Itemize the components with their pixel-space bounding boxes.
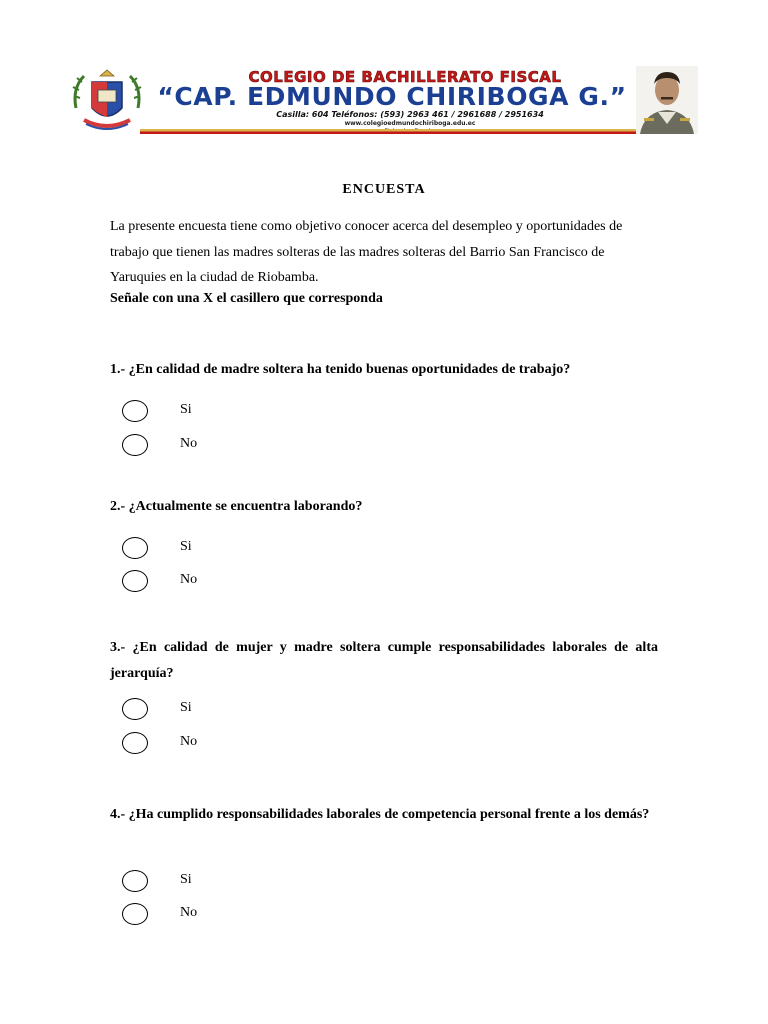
question-1-option-si[interactable] xyxy=(122,400,322,426)
option-label: No xyxy=(180,572,198,587)
header-divider xyxy=(140,129,640,134)
option-label: Si xyxy=(180,872,192,887)
school-header-banner xyxy=(70,66,698,138)
question-3-option-si[interactable] xyxy=(122,698,322,724)
option-label: Si xyxy=(180,539,192,554)
school-website-label: www.colegioedmundochiriboga.edu.ec xyxy=(344,120,476,127)
radio-circle[interactable] xyxy=(122,537,148,559)
option-label: Si xyxy=(180,700,192,715)
instruction-text: Señale con una X el casillero que corresponda xyxy=(110,291,383,306)
option-label: No xyxy=(180,905,198,920)
radio-circle[interactable] xyxy=(122,732,148,754)
radio-circle[interactable] xyxy=(122,434,148,456)
question-1: 1.- ¿En calidad de madre soltera ha tenido buenas oportunidades de trabajo? xyxy=(110,362,571,377)
option-label: No xyxy=(180,436,198,451)
question-1-option-no[interactable] xyxy=(122,434,322,460)
question-3-option-no[interactable] xyxy=(122,732,322,758)
radio-circle[interactable] xyxy=(122,400,148,422)
document-title: ENCUESTA xyxy=(342,182,426,197)
question-2: 2.- ¿Actualmente se encuentra laborando? xyxy=(110,499,363,514)
school-name-label: “CAP. EDMUNDO CHIRIBOGA G.” xyxy=(157,82,627,111)
option-label: Si xyxy=(180,402,192,417)
school-contact-label: Casilla: 604 Teléfonos: (593) 2963 461 / 2961688 / 2951634 xyxy=(276,110,544,119)
question-3: 3.- ¿En calidad de mujer y madre soltera cumple responsabilidades laborales de alta jerarquía? xyxy=(110,640,658,681)
captain-portrait-image xyxy=(636,66,698,134)
option-label: No xyxy=(180,734,198,749)
radio-circle[interactable] xyxy=(122,870,148,892)
question-2-option-no[interactable] xyxy=(122,570,322,596)
intro-paragraph: La presente encuesta tiene como objetivo conocer acerca del desempleo y oportunidades de trabajo que tienen las madres solteras de las madres solteras del Barrio San Francisco de Yaruquies en la ciudad de Riobamba. xyxy=(110,219,623,285)
school-crest-logo xyxy=(70,68,144,134)
school-type-label: COLEGIO DE BACHILLERATO FISCAL xyxy=(248,68,562,86)
radio-circle[interactable] xyxy=(122,903,148,925)
question-4: 4.- ¿Ha cumplido responsabilidades laborales de competencia personal frente a los demás? xyxy=(110,807,650,822)
question-4-option-si[interactable] xyxy=(122,870,322,896)
question-4-option-no[interactable] xyxy=(122,903,322,929)
radio-circle[interactable] xyxy=(122,698,148,720)
radio-circle[interactable] xyxy=(122,570,148,592)
question-2-option-si[interactable] xyxy=(122,537,322,563)
